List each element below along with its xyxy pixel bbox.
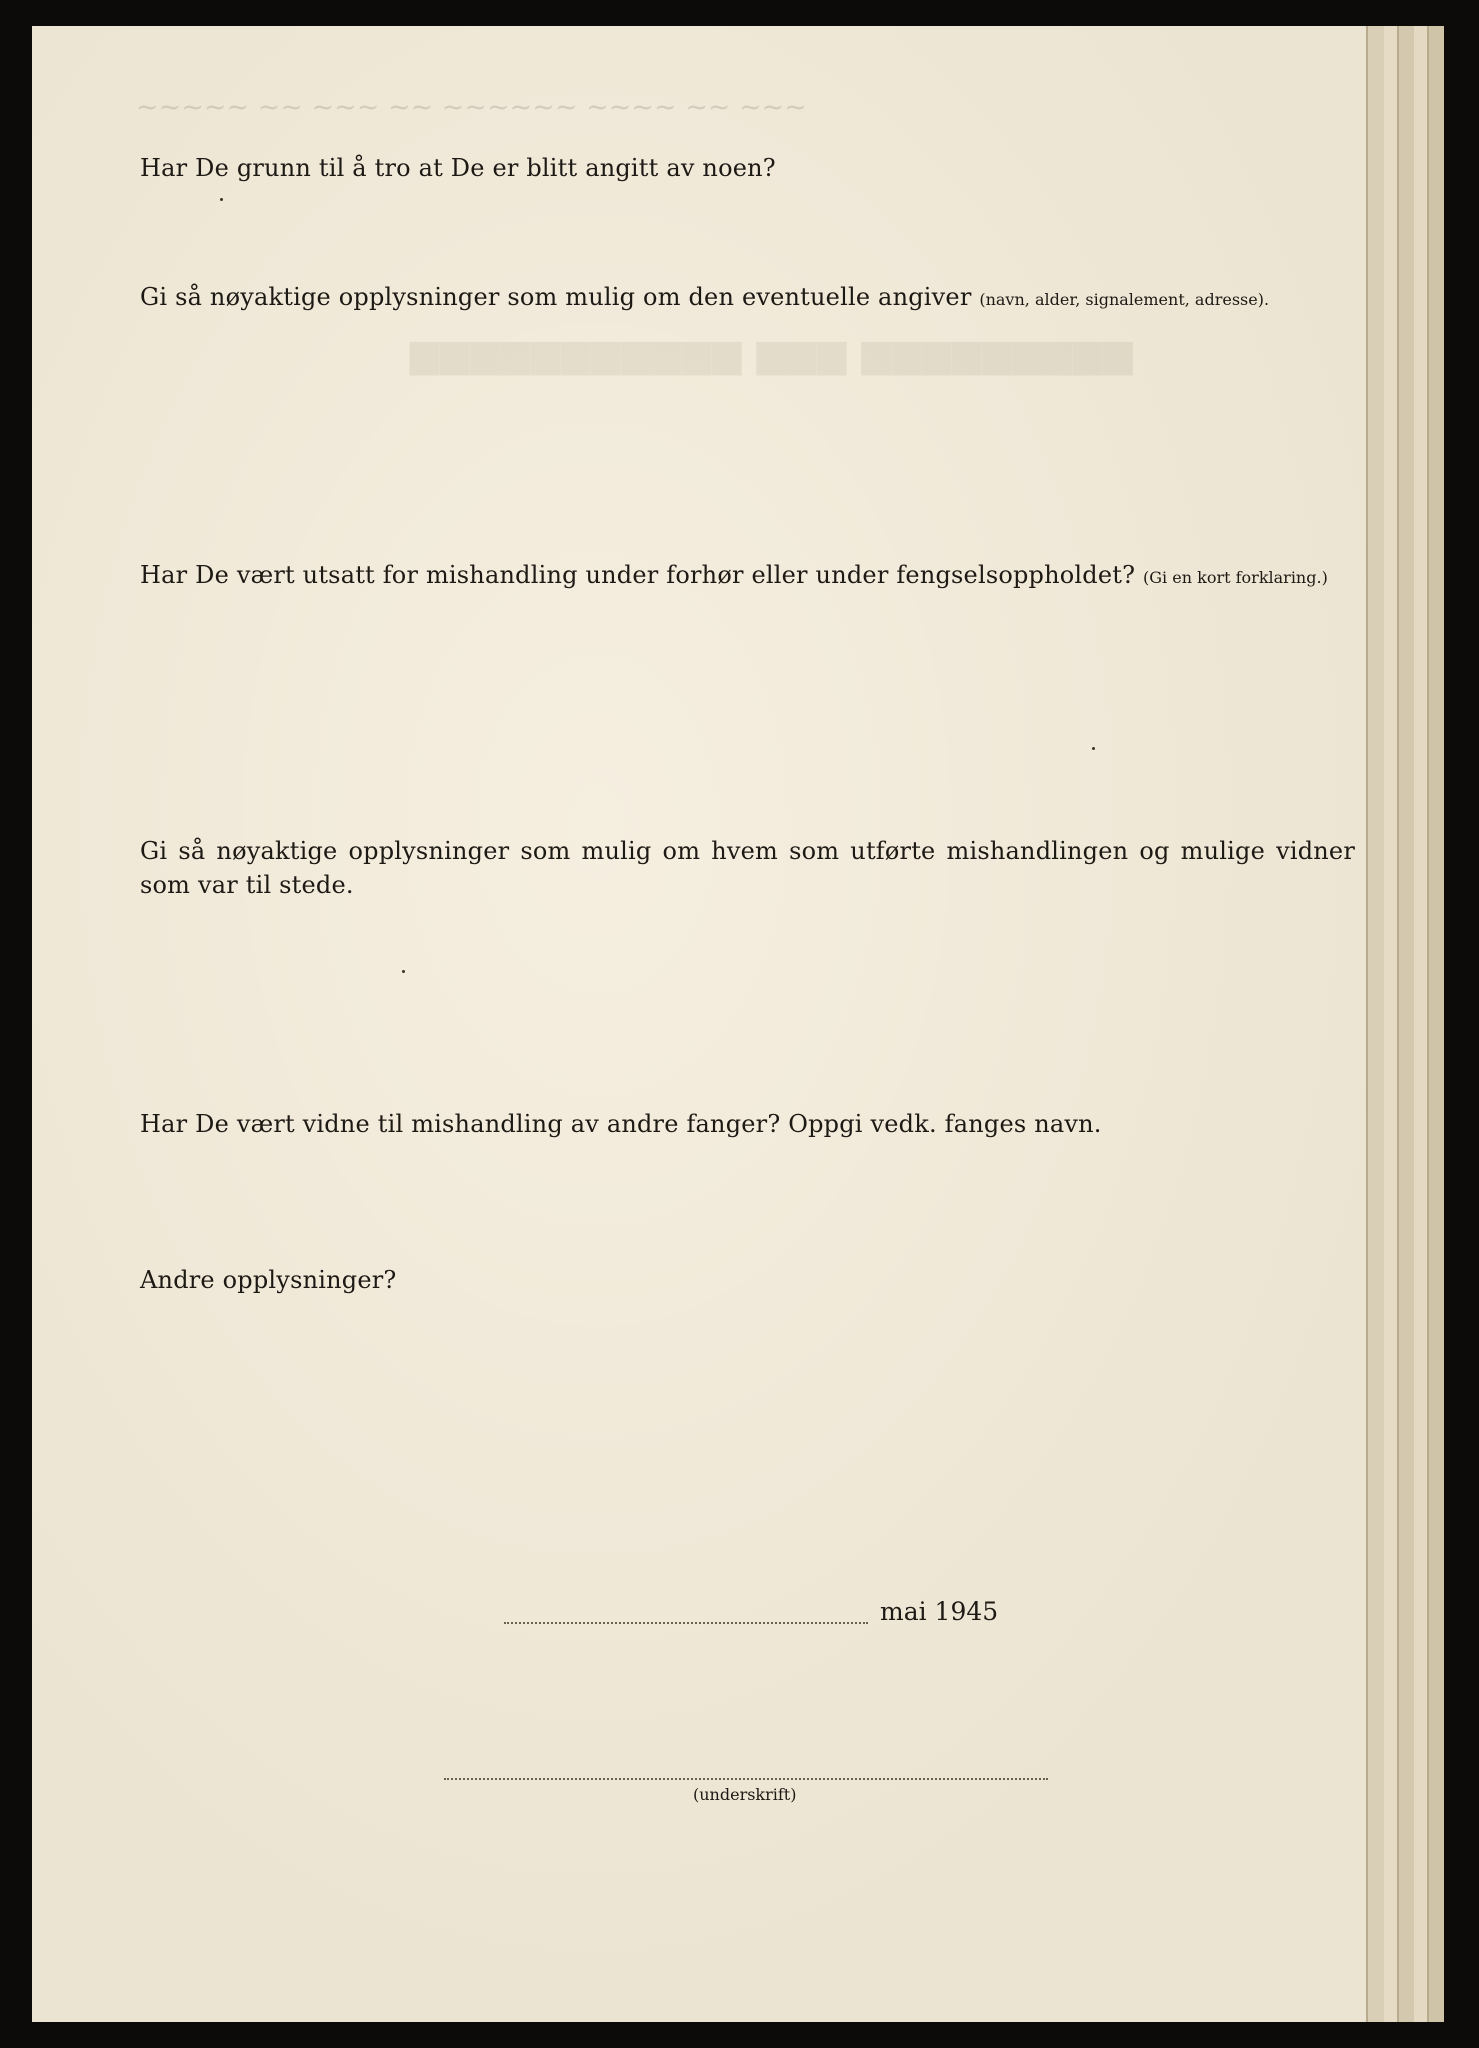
question-mishandling-main: Har De vært utsatt for mishandling under forhør eller under fengselsoppholdet? <box>140 561 1136 589</box>
date-line[interactable] <box>504 1622 868 1624</box>
page-edge <box>1414 26 1428 2022</box>
signature-label: (underskrift) <box>693 1785 797 1804</box>
paper-sheet <box>32 26 1444 2022</box>
question-mishandling <box>140 561 1328 589</box>
scan-speck <box>1092 747 1095 750</box>
page-edge <box>1398 26 1414 2022</box>
question-angiver-details <box>140 283 1269 311</box>
question-angiver-note: (navn, alder, signalement, adresse). <box>979 290 1270 309</box>
bleed-through-handwriting: ~~~~~ ~~ ~~~ ~~ ~~~~~~ ~~~~ ~~ ~~~ <box>136 92 807 123</box>
question-utforte-mishandling: Gi så nøyaktige opplysninger som mulig om hvem som utførte mishandlingen og mulige vidner som var til stede. <box>140 837 1355 899</box>
question-mishandling-note: (Gi en kort forklaring.) <box>1143 568 1328 587</box>
page-edge-line <box>1366 26 1368 2022</box>
scan-speck <box>220 198 223 201</box>
question-angiver-main: Gi så nøyaktige opplysninger som mulig om den eventuelle angiver <box>140 283 972 311</box>
date-label: mai 1945 <box>880 1597 999 1626</box>
question-vidne: Har De vært vidne til mishandling av andre fanger? Oppgi vedk. fanges navn. <box>140 1110 1102 1138</box>
page-edge-line <box>1427 26 1429 2022</box>
page-edge-line <box>1397 26 1399 2022</box>
page-edge <box>1428 26 1444 2022</box>
page-edge <box>1368 26 1384 2022</box>
signature-line[interactable] <box>444 1778 1048 1780</box>
scan-speck <box>402 970 405 973</box>
bleed-through-heading: ▆▆▆▆▆▆▆▆▆▆▆ ▆▆▆ ▆▆▆▆▆▆▆▆▆ <box>410 330 1134 375</box>
page-edge <box>1384 26 1398 2022</box>
question-andre-opplysninger: Andre opplysninger? <box>140 1266 397 1294</box>
question-angitt: Har De grunn til å tro at De er blitt angitt av noen? <box>140 154 776 182</box>
